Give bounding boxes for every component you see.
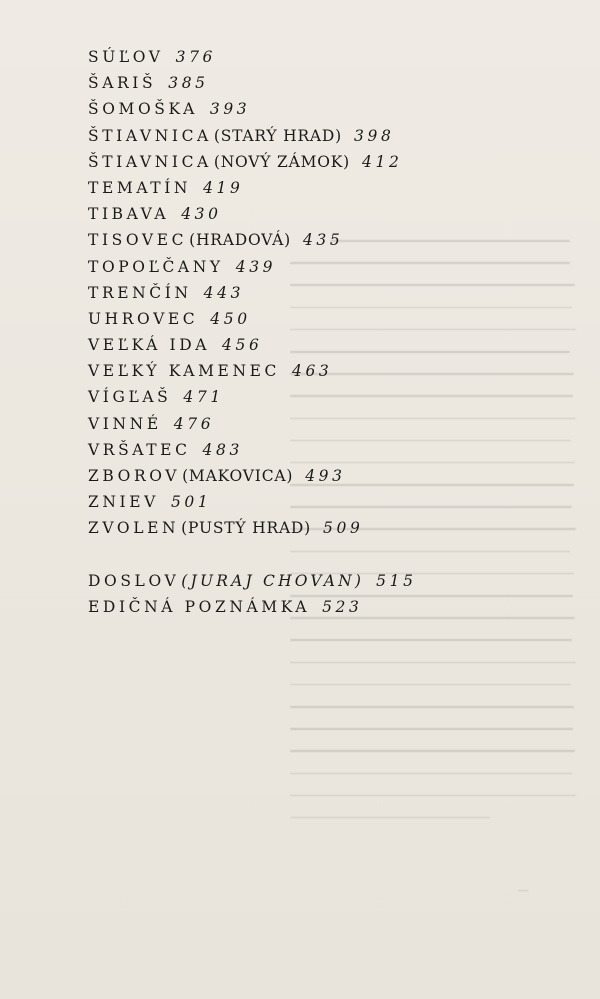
toc-entry bbox=[88, 332, 588, 358]
toc-entry bbox=[88, 96, 588, 122]
toc-entry-title: ŠARIŠ bbox=[88, 74, 157, 93]
toc-entry-page-number: 483 bbox=[202, 440, 243, 459]
toc-entry-title: ZNIEV bbox=[88, 493, 159, 512]
toc-entry bbox=[88, 201, 588, 227]
toc-entry-subtitle: (PUSTÝ HRAD) bbox=[181, 519, 312, 538]
toc-entry-title: VEĽKÁ IDA bbox=[88, 336, 211, 355]
toc-entry-title: ŠTIAVNICA bbox=[88, 152, 212, 171]
toc-entry-title: ŠTIAVNICA bbox=[88, 126, 212, 145]
toc-entry-page-number: 456 bbox=[222, 336, 263, 355]
toc-entry bbox=[88, 306, 588, 332]
toc-entry-title: DOSLOV bbox=[88, 571, 180, 590]
toc-entry-page-number: 463 bbox=[292, 362, 333, 381]
toc-entry bbox=[88, 437, 588, 463]
toc-entry bbox=[88, 568, 588, 594]
toc-entry-page-number: 509 bbox=[323, 519, 364, 538]
toc-entry-title: ŠOMOŠKA bbox=[88, 100, 198, 119]
toc-entry-title: TISOVEC bbox=[88, 231, 188, 250]
toc-entry-title: VEĽKÝ KAMENEC bbox=[88, 362, 280, 381]
toc-entry-title: TRENČÍN bbox=[88, 283, 192, 302]
toc-entry-subtitle: (STARÝ HRAD) bbox=[213, 126, 343, 145]
toc-entry-page-number: 439 bbox=[235, 257, 277, 276]
toc-entry bbox=[88, 149, 588, 175]
toc-entry-page-number: 515 bbox=[376, 571, 417, 590]
toc-entry bbox=[88, 463, 588, 489]
toc-entry-page-number: 385 bbox=[168, 74, 209, 93]
toc-entry bbox=[88, 280, 588, 306]
toc-entry-title: ZBOROV bbox=[88, 467, 181, 485]
toc-entry-page-number: 501 bbox=[170, 493, 212, 512]
toc-entry-page-number: 476 bbox=[173, 414, 215, 433]
toc-entry-subtitle: (NOVÝ ZÁMOK) bbox=[213, 152, 351, 171]
toc-entry-title: SÚĽOV bbox=[88, 48, 164, 66]
toc-entry bbox=[88, 227, 588, 253]
toc-entry-page-number: 523 bbox=[322, 597, 363, 616]
toc-entry-page-number: 430 bbox=[181, 205, 222, 224]
toc-entry-title: ZVOLEN bbox=[88, 519, 180, 538]
toc-entry bbox=[88, 384, 588, 410]
toc-entry-page-number: 493 bbox=[305, 467, 346, 485]
toc-entry bbox=[88, 123, 588, 149]
table-of-contents bbox=[88, 44, 588, 620]
toc-entry-title: VRŠATEC bbox=[88, 440, 191, 459]
toc-entry-subtitle: (JURAJ CHOVAN) bbox=[181, 571, 365, 590]
toc-entry bbox=[88, 358, 588, 384]
toc-entry-page-number: 398 bbox=[354, 126, 395, 145]
toc-entry-subtitle: (HRADOVÁ) bbox=[189, 231, 291, 250]
show-through-folio bbox=[518, 876, 528, 891]
toc-entry-page-number: 419 bbox=[203, 178, 244, 197]
toc-entry bbox=[88, 44, 588, 70]
toc-entry-page-number: 471 bbox=[183, 388, 224, 407]
toc-entry bbox=[88, 515, 588, 541]
toc-entry bbox=[88, 175, 588, 201]
toc-entry-title: TEMATÍN bbox=[88, 178, 192, 197]
toc-entry-page-number: 450 bbox=[210, 309, 251, 328]
toc-entry-page-number: 393 bbox=[209, 100, 251, 119]
toc-entry bbox=[88, 254, 588, 280]
toc-entry-title: UHROVEC bbox=[88, 309, 199, 328]
toc-entry-title: VÍGĽAŠ bbox=[88, 388, 172, 407]
toc-entry-title: TIBAVA bbox=[88, 205, 170, 224]
toc-entry-title: VINNÉ bbox=[88, 414, 162, 433]
toc-entry-page-number: 443 bbox=[203, 283, 245, 302]
toc-entry bbox=[88, 594, 588, 620]
toc-entry bbox=[88, 489, 588, 515]
toc-entry bbox=[88, 411, 588, 437]
toc-entry-page-number: 412 bbox=[362, 152, 403, 171]
toc-entry-title: EDIČNÁ POZNÁMKA bbox=[88, 597, 311, 616]
toc-entry-subtitle: (MAKOVICA) bbox=[182, 467, 294, 485]
toc-entry-page-number: 376 bbox=[175, 48, 216, 66]
toc-entry bbox=[88, 70, 588, 96]
toc-entry-title: TOPOĽČANY bbox=[88, 257, 224, 276]
toc-entry-page-number: 435 bbox=[302, 231, 344, 250]
